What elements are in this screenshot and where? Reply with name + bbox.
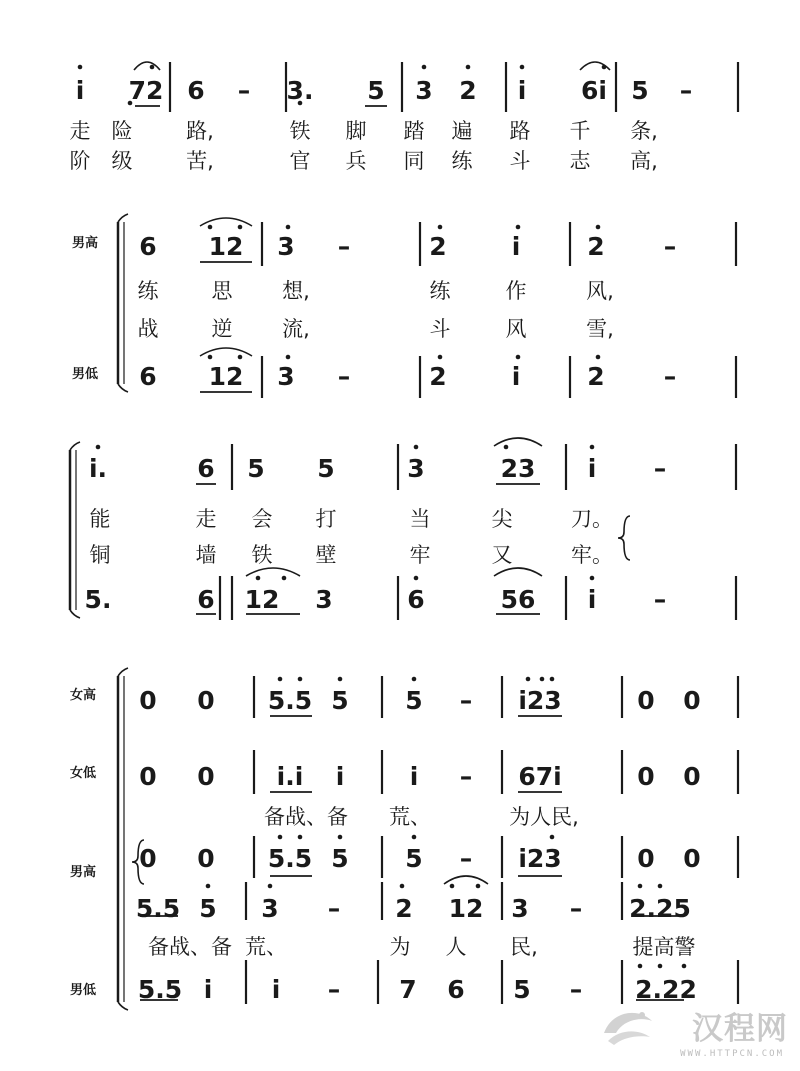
- octave-dot: [438, 355, 443, 360]
- male-low-note: i: [203, 975, 213, 1004]
- system3-lyric-verse1: 走: [195, 507, 217, 531]
- octave-dot: [414, 445, 419, 450]
- system2-upper-note: 2: [587, 232, 605, 261]
- octave-dot: [298, 835, 303, 840]
- system3-lyric-verse2: 又: [491, 543, 513, 567]
- octave-dot: [298, 677, 303, 682]
- octave-dot: [504, 445, 509, 450]
- slur: [134, 62, 160, 70]
- octave-dot: [286, 225, 291, 230]
- system1-lyric-verse2: 阶: [69, 149, 91, 173]
- female-high-note: –: [459, 686, 473, 715]
- system3-upper-note: 23: [500, 454, 536, 483]
- female-low-note: i: [335, 762, 345, 791]
- octave-dot: [400, 884, 405, 889]
- octave-dot: [412, 835, 417, 840]
- part-label-male-high-2: 男高: [70, 865, 97, 880]
- female-low-note: 0: [197, 762, 215, 791]
- system2-lyric-verse1: 练: [137, 279, 159, 303]
- system2-upper-note: 12: [208, 232, 244, 261]
- male-mid-note: 2.25: [629, 894, 691, 923]
- slur: [494, 568, 542, 576]
- octave-dot: [590, 576, 595, 581]
- female-low-note: i: [409, 762, 419, 791]
- system2-upper-note: i: [511, 232, 521, 261]
- system2-lower-note: 3: [277, 362, 295, 391]
- system1-note: 6i: [581, 76, 607, 105]
- system2-bracket: [118, 214, 128, 392]
- slur: [200, 218, 252, 226]
- system3-lyric-verse1: 会: [251, 507, 273, 531]
- female-low-note: 67i: [518, 762, 562, 791]
- male-high-note: 0: [197, 844, 215, 873]
- part-label-male-high: 男高: [72, 236, 99, 251]
- system3-lyric-verse1: 刀。: [571, 507, 613, 531]
- octave-dot: [682, 964, 687, 969]
- male-lyric: 提高警: [632, 935, 696, 959]
- system2-lower-note: 2: [429, 362, 447, 391]
- system3-lower-note: 6: [197, 585, 215, 614]
- system2-lyric-verse1: 想,: [282, 279, 310, 303]
- system3-lyric-verse1: 尖: [491, 507, 513, 531]
- system2-upper-note: 2: [429, 232, 447, 261]
- octave-dot: [476, 884, 481, 889]
- female-high-note: 0: [683, 686, 701, 715]
- male-lyric: 备战、备: [148, 935, 232, 959]
- system3-upper-note: 3: [407, 454, 425, 483]
- male-mid-note: –: [327, 894, 341, 923]
- system1-note: 3.: [286, 76, 314, 105]
- system3-lower-note: 5.: [84, 585, 112, 614]
- octave-dot: [414, 576, 419, 581]
- male-high-note: 5: [405, 844, 423, 873]
- system1-lyric-verse1: 遍: [451, 119, 473, 143]
- system1-lyric-verse1: 脚: [345, 119, 367, 143]
- female-low-note: 0: [637, 762, 655, 791]
- female-lyric: 备战、备: [264, 805, 348, 829]
- female-low-note: i.i: [276, 762, 304, 791]
- system1-lyric-verse2: 练: [451, 149, 473, 173]
- male-low-note: 7: [399, 975, 417, 1004]
- male-mid-note: –: [569, 894, 583, 923]
- system2-upper-note: 6: [139, 232, 157, 261]
- system2-upper-note: 3: [277, 232, 295, 261]
- system2-upper-note: –: [337, 232, 351, 261]
- female-high-note: 0: [197, 686, 215, 715]
- system1-lyric-verse1: 踏: [403, 119, 425, 143]
- system2-lyric-verse1: 思: [211, 279, 233, 303]
- system1-lyric-verse2: 兵: [345, 149, 367, 173]
- part-label-female-high: 女高: [70, 688, 97, 703]
- male-high-note: 0: [139, 844, 157, 873]
- system4-bracket: [118, 668, 128, 1010]
- system3-upper-note: 5: [247, 454, 265, 483]
- male-low-note: 5.5: [137, 975, 183, 1004]
- system1-lyric-verse1: 走: [69, 119, 91, 143]
- octave-dot: [590, 445, 595, 450]
- system1-note: 2: [459, 76, 477, 105]
- octave-dot: [596, 355, 601, 360]
- part-label-female-low: 女低: [70, 766, 97, 781]
- female-high-note: 0: [637, 686, 655, 715]
- system2-lower-note: 12: [208, 362, 244, 391]
- male-lyric: 为: [389, 935, 411, 959]
- octave-dot: [658, 884, 663, 889]
- octave-dot: [78, 65, 83, 70]
- male-mid-note: 3: [511, 894, 529, 923]
- octave-dot: [278, 677, 283, 682]
- female-high-note: 0: [139, 686, 157, 715]
- male-low-note: i: [271, 975, 281, 1004]
- system2-lower-note: i: [511, 362, 521, 391]
- male-low-note: 2.22: [635, 975, 697, 1004]
- octave-dot: [238, 225, 243, 230]
- system3-lower-note: 6: [407, 585, 425, 614]
- system3-upper-note: i: [587, 454, 597, 483]
- system3-verse-brace: [618, 516, 630, 560]
- system2-lyric-verse2: 风: [505, 317, 527, 341]
- octave-dot: [338, 677, 343, 682]
- male-mid-note: 2: [395, 894, 413, 923]
- slur: [200, 348, 252, 356]
- male-low-note: 5: [513, 975, 531, 1004]
- system2-lower-note: –: [337, 362, 351, 391]
- system3-lyric-verse1: 打: [315, 507, 337, 531]
- male-high-note: 5: [331, 844, 349, 873]
- male-mid-note: 12: [448, 894, 484, 923]
- system1-lyric-verse1: 条,: [630, 119, 658, 143]
- octave-dot: [268, 884, 273, 889]
- female-lyric: 为人民,: [509, 805, 579, 829]
- system1-note: 6: [187, 76, 205, 105]
- octave-dot: [256, 576, 261, 581]
- system2-lower-note: 6: [139, 362, 157, 391]
- octave-dot: [658, 964, 663, 969]
- octave-dot: [550, 677, 555, 682]
- system3-lower-note: 56: [500, 585, 536, 614]
- part-label-male-low-2: 男低: [70, 983, 97, 998]
- octave-dot: [638, 884, 643, 889]
- octave-dot: [516, 225, 521, 230]
- system3-upper-note: i.: [88, 454, 108, 483]
- system1-lyric-verse2: 同: [403, 149, 425, 173]
- octave-dot: [422, 65, 427, 70]
- octave-dot: [526, 677, 531, 682]
- system2-lyric-verse1: 作: [505, 279, 527, 303]
- system2-lyric-verse1: 练: [429, 279, 451, 303]
- system2-lyric-verse2: 流,: [282, 317, 310, 341]
- part-label-male-low: 男低: [72, 367, 99, 382]
- octave-dot: [338, 835, 343, 840]
- male-high-note: 5.5: [267, 844, 313, 873]
- system2-lyric-verse2: 斗: [429, 317, 451, 341]
- octave-dot: [150, 65, 155, 70]
- watermark: [598, 1003, 788, 1061]
- watermark-url: WWW.HTTPCN.COM: [680, 1049, 784, 1059]
- system3-lyric-verse2: 墙: [195, 543, 217, 567]
- system1-note: –: [679, 76, 693, 105]
- octave-dot: [208, 225, 213, 230]
- slur: [246, 568, 300, 576]
- system1-lyric-verse2: 级: [111, 149, 133, 173]
- system1-lyric-verse1: 铁: [289, 119, 311, 143]
- system1-note: –: [237, 76, 251, 105]
- system1-lyric-verse1: 千: [569, 119, 591, 143]
- octave-dot: [282, 576, 287, 581]
- system1-lyric-verse2: 高,: [630, 149, 658, 173]
- octave-dot: [286, 355, 291, 360]
- male-mid-note: 5: [199, 894, 217, 923]
- system2-lower-note: –: [663, 362, 677, 391]
- system2-lyric-verse2: 逆: [211, 317, 233, 341]
- female-low-note: 0: [683, 762, 701, 791]
- octave-dot: [540, 677, 545, 682]
- system3-lyric-verse1: 能: [89, 507, 111, 531]
- system1-note: i: [75, 76, 85, 105]
- system2-lyric-verse2: 战: [137, 317, 159, 341]
- octave-dot: [438, 225, 443, 230]
- male-low-note: –: [327, 975, 341, 1004]
- female-low-note: 0: [139, 762, 157, 791]
- system3-lower-note: 12: [244, 585, 280, 614]
- male-high-note: 0: [637, 844, 655, 873]
- system1-lyric-verse2: 苦,: [186, 149, 214, 173]
- male-mid-note: 5.5: [135, 894, 181, 923]
- system3-lyric-verse2: 壁: [315, 543, 337, 567]
- female-high-note: i23: [518, 686, 562, 715]
- system1-lyric-verse2: 官: [289, 149, 311, 173]
- system1-lyric-verse2: 志: [569, 149, 591, 173]
- octave-dot: [516, 355, 521, 360]
- system1-lyric-verse1: 险: [111, 119, 133, 143]
- system1-note: 3: [415, 76, 433, 105]
- system1-note: i: [517, 76, 527, 105]
- system1-note: 72: [128, 76, 164, 105]
- system3-lyric-verse2: 铁: [251, 543, 273, 567]
- male-high-note: i23: [518, 844, 562, 873]
- octave-dot: [550, 835, 555, 840]
- system1-note: 5: [631, 76, 649, 105]
- octave-dot: [450, 884, 455, 889]
- slur: [444, 876, 488, 884]
- system3-upper-note: –: [653, 454, 667, 483]
- octave-dot: [208, 355, 213, 360]
- male-low-note: 6: [447, 975, 465, 1004]
- system3-lyric-verse1: 当: [409, 507, 431, 531]
- system3-lyric-verse2: 牢: [409, 543, 431, 567]
- octave-dot: [602, 65, 607, 70]
- system2-upper-note: –: [663, 232, 677, 261]
- system3-lyric-verse2: 铜: [89, 543, 111, 567]
- system3-bracket: [70, 442, 80, 618]
- watermark-site-name: 汉程网: [692, 1011, 788, 1047]
- male-high-note: –: [459, 844, 473, 873]
- system1-lyric-verse2: 斗: [509, 149, 531, 173]
- slur: [494, 438, 542, 446]
- system3-upper-note: 5: [317, 454, 335, 483]
- male-mid-note: 3: [261, 894, 279, 923]
- octave-dot: [520, 65, 525, 70]
- system2-lyric-verse1: 风,: [586, 279, 614, 303]
- octave-dot: [96, 445, 101, 450]
- system3-upper-note: 6: [197, 454, 215, 483]
- female-high-note: 5.5: [267, 686, 313, 715]
- system1-lyric-verse1: 路: [509, 119, 531, 143]
- watermark-logo-icon: [598, 1003, 658, 1049]
- octave-dot: [596, 225, 601, 230]
- octave-dot: [638, 964, 643, 969]
- male-lyric: 民,: [510, 935, 538, 959]
- system3-lyric-verse2: 牢。: [571, 543, 613, 567]
- male-lyric: 人: [445, 935, 467, 959]
- system1-note: 5: [367, 76, 385, 105]
- system1-lyric-verse1: 路,: [186, 119, 214, 143]
- female-high-note: 5: [331, 686, 349, 715]
- female-high-note: 5: [405, 686, 423, 715]
- system3-lower-note: 3: [315, 585, 333, 614]
- system3-lower-note: –: [653, 585, 667, 614]
- system3-lower-note: i: [587, 585, 597, 614]
- octave-dot: [466, 65, 471, 70]
- system2-lyric-verse2: 雪,: [586, 317, 614, 341]
- octave-dot: [412, 677, 417, 682]
- octave-dot: [278, 835, 283, 840]
- female-lyric: 荒、: [389, 805, 431, 829]
- system2-lower-note: 2: [587, 362, 605, 391]
- octave-dot: [206, 884, 211, 889]
- octave-dot: [238, 355, 243, 360]
- male-lyric: 荒、: [245, 935, 287, 959]
- male-high-note: 0: [683, 844, 701, 873]
- female-low-note: –: [459, 762, 473, 791]
- male-low-note: –: [569, 975, 583, 1004]
